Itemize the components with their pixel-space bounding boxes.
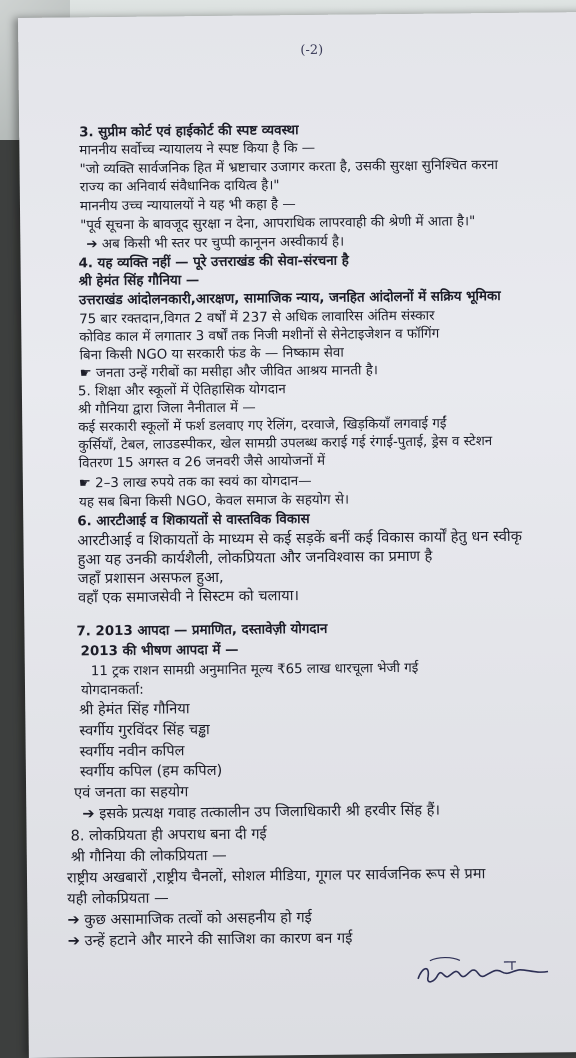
text-line: यही लोकप्रियता —	[67, 889, 169, 908]
section-5-heading: 5. शिक्षा और स्कूलों में ऐतिहासिक योगदान	[77, 382, 286, 400]
text-line: हुआ यह उनकी कार्यशैली, लोकप्रियता और जनविश्वास का प्रमाण है	[77, 547, 433, 569]
text-line: 2013 की भीषण आपदा में —	[80, 642, 239, 660]
text-line: वितरण 15 अगस्त व 26 जनवरी जैसे आयोजनों में	[78, 453, 326, 472]
section-3-heading: 3. सुप्रीम कोर्ट एवं हाईकोर्ट की स्पष्ट व्यवस्था	[79, 123, 299, 141]
document-page	[18, 12, 576, 1058]
text-line: राष्ट्रीय अखबारों ,राष्ट्रीय चैनलों, सोशल मीडिया, गूगल पर सार्वजनिक रूप से प्रमा	[66, 865, 486, 887]
section-4-heading: 4. यह व्यक्ति नहीं — पूरे उत्तराखंड की सेवा-संरचना है	[78, 253, 349, 272]
arrow-line: ➔ अब किसी भी स्तर पर चुप्पी कानूनन अस्वीकार्य है।	[86, 234, 345, 253]
text-line: माननीय उच्च न्यायालयों ने यह भी कहा है —	[79, 197, 296, 215]
arrow-line: ➔ कुछ असामाजिक तत्वों को असहनीय हो गई	[67, 908, 312, 929]
text-line: एवं जनता का सहयोग	[74, 783, 189, 802]
contributor-name: स्वर्गीय नवीन कपिल	[79, 742, 185, 761]
text-line: जहाँ प्रशासन असफल हुआ,	[77, 568, 224, 588]
contributor-name: स्वर्गीय कपिल (हम कपिल)	[79, 761, 223, 781]
contributor-name: श्री हेमंत सिंह गौनिया	[79, 700, 190, 719]
pointer-line: ☛ 2–3 लाख रुपये तक का स्वयं का योगदान—	[78, 473, 312, 492]
text-line: आरटीआई व शिकायतों के माध्यम से कई सड़कें बनीं कई विकास कार्यों हेतु धन स्वीकृ	[77, 527, 522, 550]
text-line: श्री गौनिया द्वारा जिला नैनीताल में —	[78, 400, 256, 418]
pointer-line: ☛ जनता उन्हें गरीबों का मसीहा और जीवित आश्रय मानती है।	[79, 363, 378, 382]
quote-line: "पूर्व सूचना के बावजूद सुरक्षा न देना, आपराधिक लापरवाही की श्रेणी में आता है।"	[80, 214, 476, 234]
text-line: 11 ट्रक राशन सामग्री अनुमानित मूल्य ₹65 लाख धारचूला भेजी गई	[90, 660, 419, 680]
text-line: कुर्सियाँ, टेबल, लाउडस्पीकर, खेल सामग्री उपलब्ध कराई गई रंगाई-पुताई, ड्रेस व स्टेशन	[78, 434, 493, 454]
quote-line: राज्य का अनिवार्य संवैधानिक दायित्व है।"	[79, 178, 280, 196]
arrow-line: ➔ इसके प्रत्यक्ष गवाह तत्कालीन उप जिलाधिकारी श्री हरवीर सिंह हैं।	[82, 801, 441, 823]
section-6-heading: 6. आरटीआई व शिकायतों से वास्तविक विकास	[77, 511, 310, 530]
text-line: उत्तराखंड आंदोलनकारी,आरक्षण, सामाजिक न्याय, जनहित आंदोलनों में सक्रिय भूमिका	[78, 288, 501, 309]
quote-line: "जो व्यक्ति सार्वजनिक हित में भ्रष्टाचार उजागर करता है, उसकी सुरक्षा सुनिश्चित करना	[79, 157, 499, 178]
text-line: कोविड काल में लगातार 3 वर्षों तक निजी मशीनों से सेनेटाइजेशन व फॉगिंग	[79, 326, 440, 346]
page-number: (-2)	[300, 42, 324, 59]
text-line: 75 बार रक्तदान,विगत 2 वर्षों में 237 से अधिक लावारिस अंतिम संस्कार	[79, 308, 435, 328]
text-line: यह सब बिना किसी NGO, केवल समाज के सहयोग से।	[79, 492, 350, 511]
text-line: वहाँ एक समाजसेवी ने सिस्टम को चलाया।	[77, 587, 300, 607]
section-8-heading: 8. लोकप्रियता ही अपराध बना दी गई	[70, 825, 267, 845]
contributor-name: स्वर्गीय गुरविंदर सिंह चड्ढा	[79, 721, 210, 740]
text-line: योगदानकर्ता:	[80, 682, 144, 699]
text-line: श्री हेमंत सिंह गौनिया —	[78, 273, 200, 290]
section-7-heading: 7. 2013 आपदा — प्रमाणित, दस्तावेज़ी योगदान	[76, 621, 328, 640]
text-line: कई सरकारी स्कूलों में फर्श डलवाए गए रेलिंग, दरवाजे, खिड़कियाँ लगवाई गईं	[78, 416, 447, 436]
text-line: बिना किसी NGO या सरकारी फंड के — निष्काम सेवा	[79, 345, 344, 364]
text-line: श्री गौनिया की लोकप्रियता —	[70, 846, 227, 866]
arrow-line: ➔ उन्हें हटाने और मारने की साजिश का कारण बन गई	[67, 929, 353, 950]
text-line: माननीय सर्वोच्च न्यायालय ने स्पष्ट किया है कि —	[79, 140, 316, 159]
handwritten-signature	[408, 947, 559, 999]
